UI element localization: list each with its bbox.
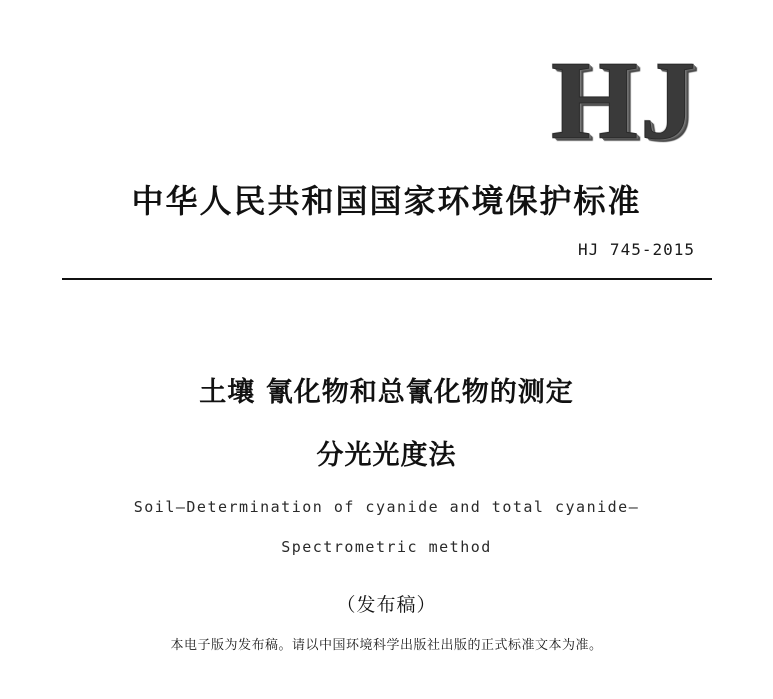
hj-logo-container	[550, 39, 698, 163]
footnote-text: 本电子版为发布稿。请以中国环境科学出版社出版的正式标准文本为准。	[170, 638, 603, 653]
english-title-line-2: Spectrometric method	[281, 538, 492, 556]
english-title-line-1: Soil—Determination of cyanide and total cyanide—	[133, 498, 640, 516]
hj-logo: HJ	[550, 39, 698, 163]
english-title-block	[0, 498, 773, 556]
main-title-line-1: 土壤 氰化物和总氰化物的测定	[199, 377, 574, 408]
standard-number: HJ 745-2015	[578, 240, 695, 259]
standard-organization-title: 中华人民共和国国家环境保护标准	[131, 182, 642, 220]
draft-mark: （发布稿）	[336, 594, 437, 616]
main-title-block	[0, 370, 773, 472]
main-title-line-2: 分光光度法	[316, 440, 457, 471]
horizontal-divider	[62, 278, 712, 280]
